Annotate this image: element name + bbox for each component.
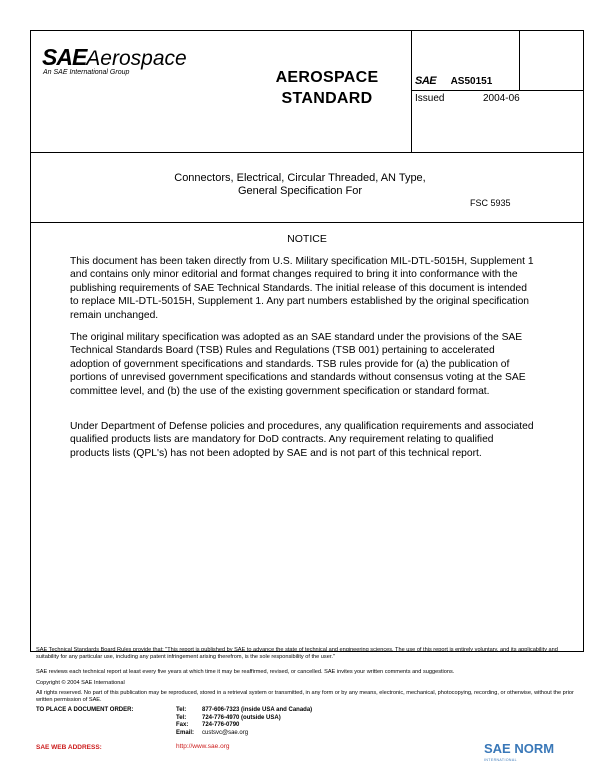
issued-label: Issued xyxy=(415,93,445,104)
contact-value: 724-776-0790 xyxy=(202,722,240,729)
notice-paragraph-1: This document has been taken directly from U.S. Military specification MIL-DTL-5015H, Supplement 1 and contains only minor editorial and format changes required to bring it into conformance with the publishing requirements of SAE Technical Standards. The initial release of this document is intended to replace MIL-DTL-5015H, Supplement 1. Any part numbers established by the original specification remain unchanged. xyxy=(70,256,534,321)
logo-sae-text: SAE xyxy=(42,44,87,70)
contact-row xyxy=(176,722,312,730)
contact-label: Email: xyxy=(176,729,195,736)
web-address-label: SAE WEB ADDRESS: xyxy=(36,744,102,751)
contact-list xyxy=(176,707,312,737)
footer-review: SAE reviews each technical report at least every five years at which time it may be reaffirmed, revised, or cancelled. SAE invites your written comments and suggestions. xyxy=(36,669,455,675)
contact-email[interactable]: custsvc@sae.org xyxy=(202,729,249,736)
spec-bottom-rule xyxy=(30,222,584,223)
contact-value: 877-606-7323 (inside USA and Canada) xyxy=(202,707,313,713)
watermark-text: SAE NORM xyxy=(484,741,555,756)
fsc-code: FSC 5935 xyxy=(470,198,511,208)
footer-copyright: Copyright © 2004 SAE International xyxy=(36,680,125,686)
standard-title-line2: STANDARD xyxy=(281,90,373,107)
header-divider-1 xyxy=(411,30,412,152)
sae-aerospace-logo xyxy=(42,44,187,71)
spec-title xyxy=(100,172,500,198)
issued-date: 2004-06 xyxy=(483,93,520,104)
web-address-link[interactable]: http://www.sae.org xyxy=(176,743,230,750)
contact-row xyxy=(176,707,312,715)
header-rule xyxy=(411,90,584,91)
doc-number: AS50151 xyxy=(450,76,493,87)
watermark-subtext: INTERNATIONAL xyxy=(484,758,517,762)
order-label-text: TO PLACE A DOCUMENT ORDER: xyxy=(36,707,134,713)
order-label xyxy=(36,707,133,715)
footer-tsb-rules: SAE Technical Standards Board Rules provide that: "This report is published by SAE to advance the state of technical and engineering sciences. The use of this report is entirely voluntary, and its applicability and suitability for any particular use, including any patent infringement arising therefrom, is the sole responsibility of the user." xyxy=(36,647,558,660)
contact-row xyxy=(176,730,312,738)
contact-value: 724-776-4970 (outside USA) xyxy=(202,714,281,721)
notice-paragraph-3: Under Department of Defense policies and procedures, any qualification requirements and associated qualified products lists are mandatory for DoD contracts. Any requirement relating to qualified products lists (QPL's) has not been adopted by SAE and is not part of this technical report. xyxy=(70,421,534,459)
logo-group-text: An SAE International Group xyxy=(43,69,130,76)
mini-sae-logo: SAE xyxy=(415,75,437,87)
standard-title-line1: AEROSPACE xyxy=(275,69,379,86)
footer-rights: All rights reserved. No part of this publication may be reproduced, stored in a retrieval system or transmitted, in any form or by any means, electronic, mechanical, photocopying, recording, or otherwise, without the prior written permission of SAE. xyxy=(36,690,574,703)
logo-aerospace-text: Aerospace xyxy=(86,47,187,70)
doc-number-row xyxy=(415,71,492,89)
contact-label: Tel: xyxy=(176,714,187,721)
header-bottom-rule xyxy=(30,152,584,153)
notice-paragraph-2: The original military specification was adopted as an SAE standard under the provisions of the SAE Technical Standards Board (TSB) Rules and Regulations (TSB 001) pertaining to accelerated adoption of government specifications and standards. TSB rules provide for (a) the publication of portions of unrevised government specifications and standards without consensus voting at the SAE committee level, and (b) the use of the existing government specification or standard format. xyxy=(70,332,526,397)
contact-row xyxy=(176,715,312,723)
spec-title-line1: Connectors, Electrical, Circular Threaded, AN Type, xyxy=(174,172,426,184)
header-divider-2 xyxy=(519,30,520,90)
contact-label: Tel: xyxy=(176,707,187,713)
standard-title xyxy=(262,67,392,109)
spec-title-line2: General Specification For xyxy=(237,185,363,197)
notice-heading: NOTICE xyxy=(287,233,327,245)
contact-label: Fax: xyxy=(176,722,189,729)
sae-norm-watermark xyxy=(484,740,554,762)
